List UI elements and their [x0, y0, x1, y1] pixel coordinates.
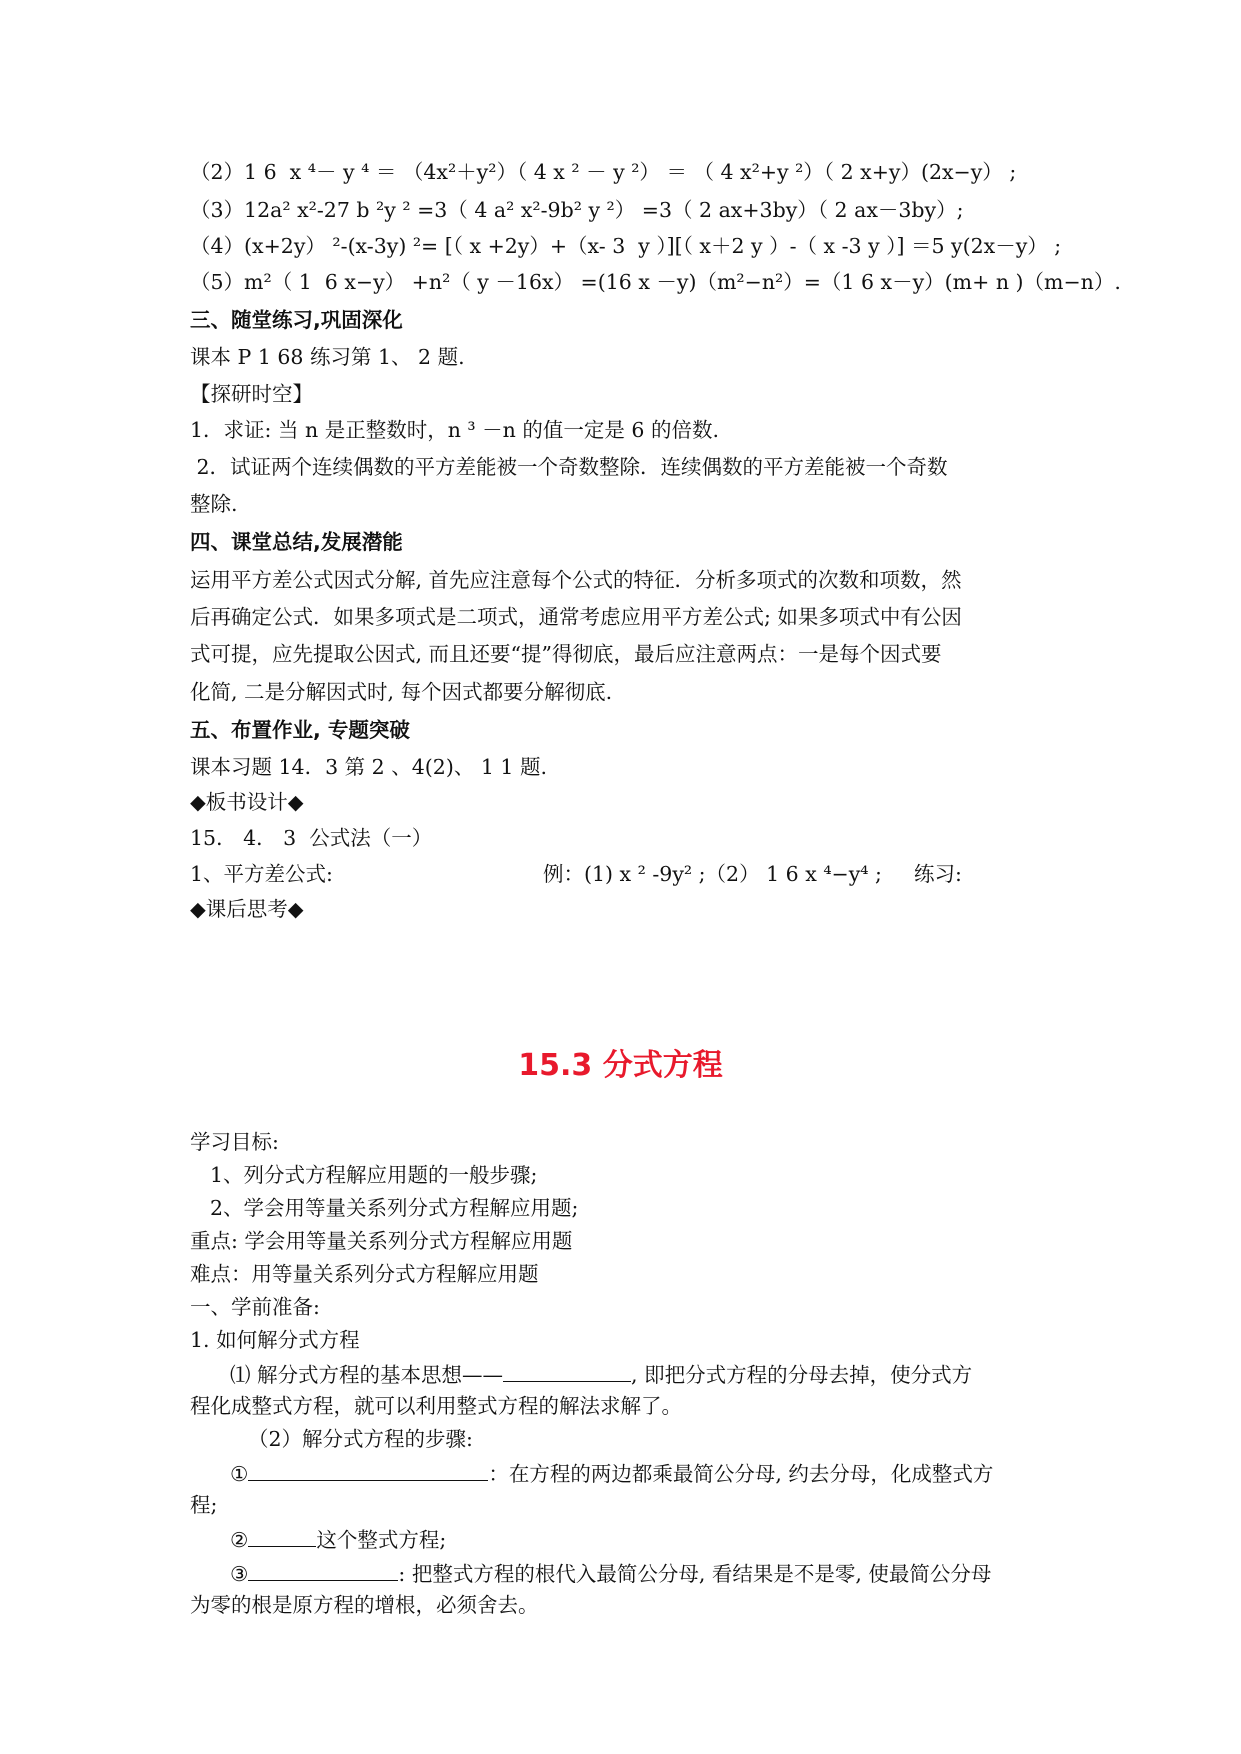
step-2-text: 这个整式方程;	[316, 1528, 447, 1552]
difficulty-point: 难点：用等量关系列分式方程解应用题	[190, 1262, 539, 1286]
summary-line-3: 式可提，应先提取公因式, 而且还要“提”得彻底，最后应注意两点：一是每个因式要	[190, 642, 942, 666]
question-1	[230, 1359, 972, 1389]
summary-line-4: 化简, 二是分解因式时, 每个因式都要分解彻底.	[190, 680, 613, 704]
goal-1: 1、列分式方程解应用题的一般步骤;	[210, 1163, 538, 1187]
section3-heading: 三、随堂练习,巩固深化	[190, 308, 403, 332]
section5-text: 课本习题 14．3 第 2 、4(2)、 1 1 题.	[190, 755, 547, 779]
goals-heading: 学习目标:	[190, 1130, 279, 1154]
step-3-cont: 为零的根是原方程的增根，必须舍去。	[190, 1593, 539, 1617]
equation-line-5: （5）m²（ 1 6 x−y） +n²（ y －16x） =(16 x －y)（m²−n²）=（1 6 x－y）(m+ n )（m−n）.	[190, 270, 1121, 294]
question-2: （2）解分式方程的步骤:	[248, 1427, 473, 1451]
board-formula-label: 1、平方差公式:	[190, 862, 333, 886]
summary-line-1: 运用平方差公式因式分解, 首先应注意每个公式的特征．分析多项式的次数和项数，然	[190, 568, 962, 592]
explore-item-2: 2．试证两个连续偶数的平方差能被一个奇数整除．连续偶数的平方差能被一个奇数	[190, 455, 948, 479]
chapter-title: 15.3 分式方程	[518, 1048, 723, 1083]
step-3	[230, 1558, 991, 1588]
board-practice-label: 练习:	[914, 862, 962, 886]
key-point: 重点: 学会用等量关系列分式方程解应用题	[190, 1229, 573, 1253]
question-1-prefix: ⑴ 解分式方程的基本思想——	[230, 1363, 504, 1387]
step-1-text: ：在方程的两边都乘最简公分母, 约去分母，化成整式方	[488, 1462, 994, 1486]
step-2-number: ②	[230, 1528, 249, 1552]
board-example: 例：(1) x ² -9y² ;（2） 1 6 x ⁴−y⁴ ;	[543, 862, 882, 886]
section5-heading: 五、布置作业, 专题突破	[190, 718, 410, 742]
answer-blank-2[interactable]	[248, 1458, 488, 1481]
equation-line-2: （2）1 6 x ⁴－ y ⁴ ＝ （4x²＋y²）（ 4 x ² － y ²） ＝ （ 4 x²+y ²）（ 2 x+y）(2x−y） ;	[190, 160, 1017, 184]
after-class-heading: ◆课后思考◆	[190, 897, 304, 921]
answer-blank-3[interactable]	[248, 1524, 316, 1547]
explore-heading: 【探研时空】	[190, 382, 313, 406]
prep-item-1: 1. 如何解分式方程	[190, 1328, 360, 1352]
section3-text: 课本 P 1 68 练习第 1、 2 题.	[190, 345, 465, 369]
goal-2: 2、学会用等量关系列分式方程解应用题;	[210, 1196, 579, 1220]
equation-line-4: （4）(x+2y） ²-(x-3y) ²= [（ x +2y）+（x- 3 y ）][（ x＋2 y ）-（ x -3 y ）] ＝5 y(2x－y） ;	[190, 234, 1062, 258]
step-1	[230, 1458, 993, 1488]
question-1-cont: 程化成整式方程，就可以利用整式方程的解法求解了。	[190, 1394, 682, 1418]
prep-heading: 一、学前准备:	[190, 1295, 320, 1319]
question-1-suffix: , 即把分式方程的分母去掉，使分式方	[631, 1363, 973, 1387]
summary-line-2: 后再确定公式．如果多项式是二项式，通常考虑应用平方差公式; 如果多项式中有公因	[190, 605, 962, 629]
answer-blank-1[interactable]	[503, 1359, 631, 1382]
board-title: 15． 4． 3 公式法（一）	[190, 826, 433, 850]
section4-heading: 四、课堂总结,发展潜能	[190, 530, 403, 554]
answer-blank-4[interactable]	[248, 1558, 398, 1581]
step-3-text: : 把整式方程的根代入最简公分母, 看结果是不是零, 使最简公分母	[398, 1562, 992, 1586]
explore-item-1: 1．求证: 当 n 是正整数时，n ³ －n 的值一定是 6 的倍数.	[190, 418, 719, 442]
step-3-number: ③	[230, 1562, 249, 1586]
explore-item-2-cont: 整除.	[190, 492, 238, 516]
step-1-cont: 程;	[190, 1493, 218, 1517]
board-heading: ◆板书设计◆	[190, 790, 304, 814]
step-1-number: ①	[230, 1462, 249, 1486]
step-2	[230, 1524, 446, 1554]
equation-line-3: （3）12a² x²-27 b ²y ² =3（ 4 a² x²-9b² y ²） =3（ 2 ax+3by）（ 2 ax－3by）;	[190, 198, 964, 222]
